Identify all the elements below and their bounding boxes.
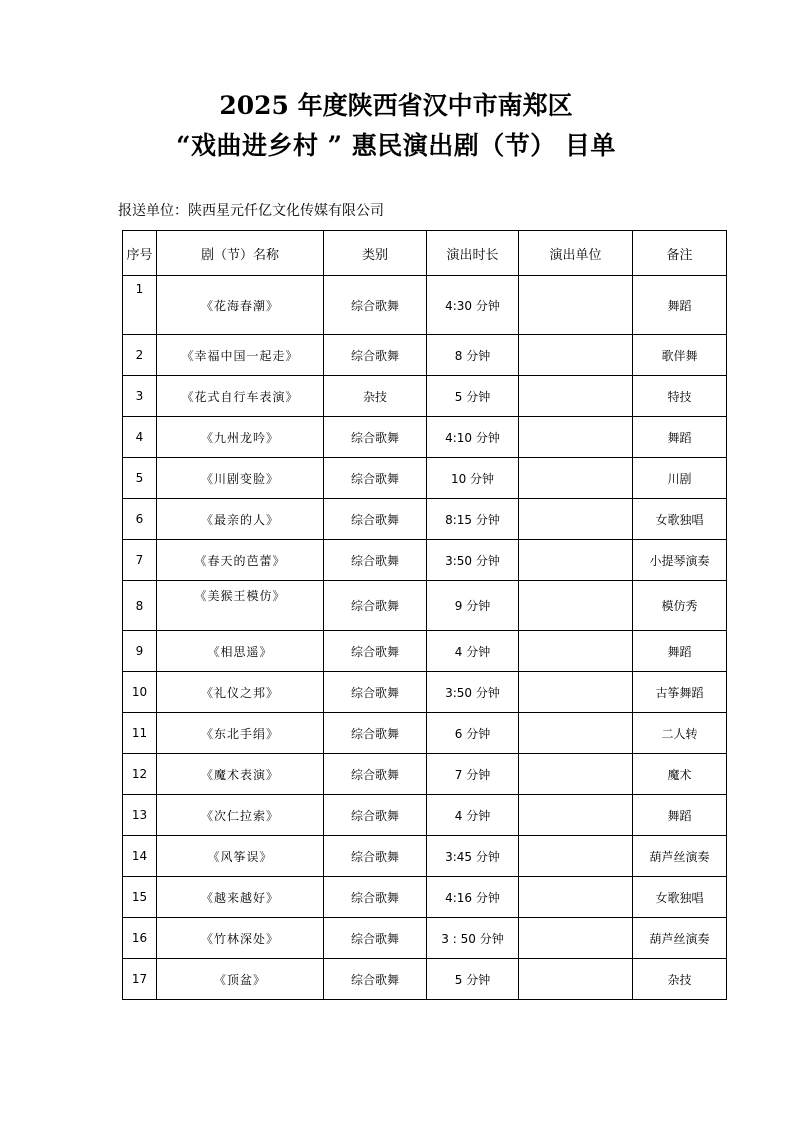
table-row [123, 417, 727, 458]
row-seq: 8 [123, 581, 157, 631]
submitting-unit: 报送单位：陕西星元仟亿文化传媒有限公司 [118, 203, 384, 219]
row-program-name: 《次仁拉索》 [157, 795, 324, 836]
row-note: 二人转 [633, 713, 727, 754]
document-title-line-2: “戏曲进乡村 ” 惠民演出剧（节） 目单 [176, 131, 616, 160]
row-duration: 4 分钟 [427, 631, 519, 672]
row-unit [519, 417, 633, 458]
row-unit [519, 458, 633, 499]
table-row [123, 877, 727, 918]
row-category: 综合歌舞 [324, 581, 427, 631]
row-note: 古筝舞蹈 [633, 672, 727, 713]
table-row [123, 581, 727, 631]
row-duration: 10 分钟 [427, 458, 519, 499]
row-seq: 1 [123, 276, 157, 335]
row-note: 歌伴舞 [633, 335, 727, 376]
row-note: 舞蹈 [633, 795, 727, 836]
row-seq: 14 [123, 836, 157, 877]
row-duration: 4:30 分钟 [427, 276, 519, 335]
row-program-name: 《风筝误》 [157, 836, 324, 877]
row-unit [519, 754, 633, 795]
row-unit [519, 540, 633, 581]
row-program-name: 《川剧变脸》 [157, 458, 324, 499]
row-unit [519, 335, 633, 376]
header-duration: 演出时长 [427, 231, 519, 276]
row-seq: 13 [123, 795, 157, 836]
row-category: 综合歌舞 [324, 276, 427, 335]
row-seq: 7 [123, 540, 157, 581]
row-duration: 8 分钟 [427, 335, 519, 376]
table-row [123, 918, 727, 959]
row-unit [519, 672, 633, 713]
row-category: 综合歌舞 [324, 877, 427, 918]
row-note: 女歌独唱 [633, 877, 727, 918]
row-duration: 6 分钟 [427, 713, 519, 754]
row-category: 综合歌舞 [324, 631, 427, 672]
row-category: 综合歌舞 [324, 713, 427, 754]
row-category: 综合歌舞 [324, 918, 427, 959]
row-duration: 3:50 分钟 [427, 540, 519, 581]
row-program-name: 《相思遥》 [157, 631, 324, 672]
row-program-name: 《花海春潮》 [157, 276, 324, 335]
row-program-name: 《东北手绢》 [157, 713, 324, 754]
row-duration: 3:50 分钟 [427, 672, 519, 713]
header-seq: 序号 [123, 231, 157, 276]
row-duration: 3 : 50 分钟 [427, 918, 519, 959]
row-unit [519, 959, 633, 1000]
row-category: 综合歌舞 [324, 754, 427, 795]
row-category: 综合歌舞 [324, 499, 427, 540]
table-row [123, 458, 727, 499]
row-note: 舞蹈 [633, 276, 727, 335]
row-duration: 4 分钟 [427, 795, 519, 836]
row-unit [519, 499, 633, 540]
row-duration: 8:15 分钟 [427, 499, 519, 540]
row-note: 舞蹈 [633, 631, 727, 672]
row-unit [519, 713, 633, 754]
row-seq: 6 [123, 499, 157, 540]
row-category: 综合歌舞 [324, 417, 427, 458]
row-unit [519, 376, 633, 417]
program-table [122, 230, 727, 1000]
table-row [123, 335, 727, 376]
row-program-name: 《九州龙吟》 [157, 417, 324, 458]
row-duration: 7 分钟 [427, 754, 519, 795]
row-program-name: 《花式自行车表演》 [157, 376, 324, 417]
row-unit [519, 795, 633, 836]
row-category: 综合歌舞 [324, 458, 427, 499]
row-seq: 16 [123, 918, 157, 959]
row-unit [519, 918, 633, 959]
table-row [123, 836, 727, 877]
document-title-line-1: 2025 年度陕西省汉中市南郑区 [219, 91, 573, 120]
row-unit [519, 877, 633, 918]
table-row [123, 754, 727, 795]
table-row [123, 540, 727, 581]
table-header-row [123, 231, 727, 276]
row-note: 小提琴演奏 [633, 540, 727, 581]
row-seq: 10 [123, 672, 157, 713]
row-program-name: 《幸福中国一起走》 [157, 335, 324, 376]
row-note: 女歌独唱 [633, 499, 727, 540]
table-row [123, 959, 727, 1000]
row-seq: 5 [123, 458, 157, 499]
row-seq: 11 [123, 713, 157, 754]
table-row [123, 631, 727, 672]
row-seq: 12 [123, 754, 157, 795]
row-program-name: 《魔术表演》 [157, 754, 324, 795]
row-duration: 5 分钟 [427, 376, 519, 417]
row-note: 葫芦丝演奏 [633, 918, 727, 959]
row-seq: 15 [123, 877, 157, 918]
row-program-name: 《礼仪之邦》 [157, 672, 324, 713]
table-row [123, 499, 727, 540]
row-program-name: 《顶盆》 [157, 959, 324, 1000]
header-unit: 演出单位 [519, 231, 633, 276]
header-category: 类别 [324, 231, 427, 276]
row-unit [519, 581, 633, 631]
row-program-name: 《美猴王模仿》 [157, 581, 324, 631]
row-category: 综合歌舞 [324, 959, 427, 1000]
header-name: 剧（节）名称 [157, 231, 324, 276]
table-row [123, 276, 727, 335]
row-seq: 2 [123, 335, 157, 376]
row-note: 特技 [633, 376, 727, 417]
row-category: 综合歌舞 [324, 795, 427, 836]
row-duration: 9 分钟 [427, 581, 519, 631]
row-program-name: 《最亲的人》 [157, 499, 324, 540]
row-category: 杂技 [324, 376, 427, 417]
row-duration: 5 分钟 [427, 959, 519, 1000]
row-note: 舞蹈 [633, 417, 727, 458]
table-row [123, 376, 727, 417]
row-seq: 17 [123, 959, 157, 1000]
row-note: 川剧 [633, 458, 727, 499]
row-category: 综合歌舞 [324, 540, 427, 581]
row-duration: 3:45 分钟 [427, 836, 519, 877]
table-row [123, 672, 727, 713]
row-note: 模仿秀 [633, 581, 727, 631]
row-seq: 9 [123, 631, 157, 672]
table-row [123, 795, 727, 836]
row-program-name: 《竹林深处》 [157, 918, 324, 959]
row-seq: 4 [123, 417, 157, 458]
row-category: 综合歌舞 [324, 672, 427, 713]
row-unit [519, 631, 633, 672]
row-category: 综合歌舞 [324, 335, 427, 376]
row-seq: 3 [123, 376, 157, 417]
header-note: 备注 [633, 231, 727, 276]
row-category: 综合歌舞 [324, 836, 427, 877]
row-unit [519, 836, 633, 877]
row-duration: 4:16 分钟 [427, 877, 519, 918]
row-program-name: 《越来越好》 [157, 877, 324, 918]
row-note: 魔术 [633, 754, 727, 795]
row-program-name: 《春天的芭蕾》 [157, 540, 324, 581]
row-note: 杂技 [633, 959, 727, 1000]
table-row [123, 713, 727, 754]
row-duration: 4:10 分钟 [427, 417, 519, 458]
row-unit [519, 276, 633, 335]
row-note: 葫芦丝演奏 [633, 836, 727, 877]
